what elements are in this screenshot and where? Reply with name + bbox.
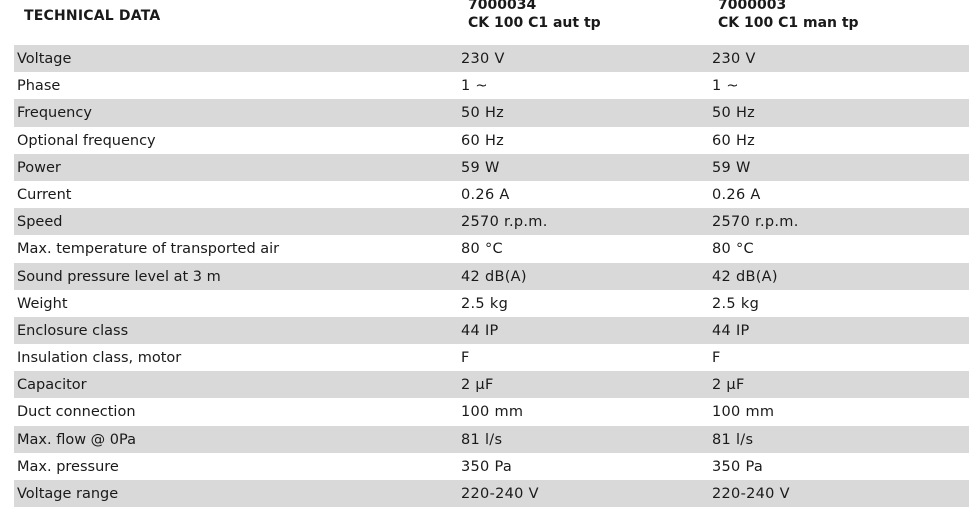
value-product-1: F bbox=[461, 350, 470, 367]
product-name: CK 100 C1 man tp bbox=[718, 15, 859, 31]
row-label: Optional frequency bbox=[17, 132, 156, 149]
page-title: TECHNICAL DATA bbox=[24, 8, 161, 24]
table-header bbox=[0, 0, 975, 44]
table-row bbox=[14, 480, 969, 507]
table-row bbox=[14, 290, 969, 317]
table-row bbox=[14, 208, 969, 235]
table-row bbox=[14, 398, 969, 425]
table-row bbox=[14, 453, 969, 480]
value-product-1: 80 °C bbox=[461, 241, 503, 258]
table-row bbox=[14, 371, 969, 398]
value-product-2: 230 V bbox=[712, 51, 756, 67]
table-row bbox=[14, 426, 969, 453]
value-product-1: 100 mm bbox=[461, 404, 524, 421]
value-product-2: 0.26 A bbox=[712, 186, 761, 203]
value-product-1: 2570 r.p.m. bbox=[461, 214, 548, 231]
value-product-1: 50 Hz bbox=[461, 105, 505, 122]
value-product-1: 2.5 kg bbox=[461, 295, 509, 312]
table-row bbox=[14, 235, 969, 262]
value-product-1: 2 µF bbox=[461, 377, 494, 394]
row-label: Capacitor bbox=[17, 377, 87, 394]
value-product-1: 42 dB(A) bbox=[461, 268, 527, 285]
product-code: 7000034 bbox=[468, 0, 537, 13]
row-label: Max. flow @ 0Pa bbox=[17, 431, 136, 448]
value-product-2: 44 IP bbox=[712, 322, 750, 339]
value-product-1: 59 W bbox=[461, 159, 500, 176]
row-label: Max. pressure bbox=[17, 458, 119, 475]
value-product-2: 59 W bbox=[712, 159, 751, 176]
table-row bbox=[14, 127, 969, 154]
value-product-2: 2570 r.p.m. bbox=[712, 214, 799, 231]
row-label: Weight bbox=[17, 295, 68, 312]
value-product-1: 44 IP bbox=[461, 322, 499, 339]
table-row bbox=[14, 99, 969, 126]
technical-data-table bbox=[14, 45, 969, 507]
value-product-1: 60 Hz bbox=[461, 132, 505, 149]
column-header-product-1 bbox=[468, 0, 601, 32]
table-row bbox=[14, 263, 969, 290]
row-label: Frequency bbox=[17, 105, 92, 122]
value-product-2: 42 dB(A) bbox=[712, 268, 778, 285]
value-product-1: 1 ~ bbox=[461, 78, 488, 95]
column-header-product-2 bbox=[718, 0, 859, 32]
value-product-1: 230 V bbox=[461, 51, 505, 67]
value-product-2: 100 mm bbox=[712, 404, 775, 421]
value-product-1: 0.26 A bbox=[461, 186, 510, 203]
row-label: Insulation class, motor bbox=[17, 350, 182, 367]
table-row bbox=[14, 181, 969, 208]
table-row bbox=[14, 317, 969, 344]
row-label: Power bbox=[17, 159, 61, 176]
value-product-2: 2 µF bbox=[712, 377, 745, 394]
row-label: Speed bbox=[17, 214, 63, 231]
value-product-2: 50 Hz bbox=[712, 105, 756, 122]
row-label: Voltage bbox=[17, 51, 72, 67]
value-product-2: 1 ~ bbox=[712, 78, 739, 95]
value-product-2: 60 Hz bbox=[712, 132, 756, 149]
row-label: Sound pressure level at 3 m bbox=[17, 268, 221, 285]
product-name: CK 100 C1 aut tp bbox=[468, 15, 601, 31]
table-row bbox=[14, 344, 969, 371]
value-product-2: 350 Pa bbox=[712, 458, 764, 475]
value-product-2: 220-240 V bbox=[712, 486, 790, 502]
row-label: Max. temperature of transported air bbox=[17, 241, 280, 258]
value-product-1: 350 Pa bbox=[461, 458, 513, 475]
value-product-1: 220-240 V bbox=[461, 486, 539, 502]
value-product-1: 81 l/s bbox=[461, 431, 503, 448]
table-row bbox=[14, 45, 969, 72]
row-label: Voltage range bbox=[17, 486, 119, 502]
table-row bbox=[14, 72, 969, 99]
value-product-2: 80 °C bbox=[712, 241, 754, 258]
row-label: Current bbox=[17, 186, 72, 203]
value-product-2: F bbox=[712, 350, 721, 367]
product-code: 7000003 bbox=[718, 0, 787, 13]
value-product-2: 81 l/s bbox=[712, 431, 754, 448]
row-label: Phase bbox=[17, 78, 61, 95]
row-label: Duct connection bbox=[17, 404, 136, 421]
value-product-2: 2.5 kg bbox=[712, 295, 760, 312]
row-label: Enclosure class bbox=[17, 322, 129, 339]
table-row bbox=[14, 154, 969, 181]
